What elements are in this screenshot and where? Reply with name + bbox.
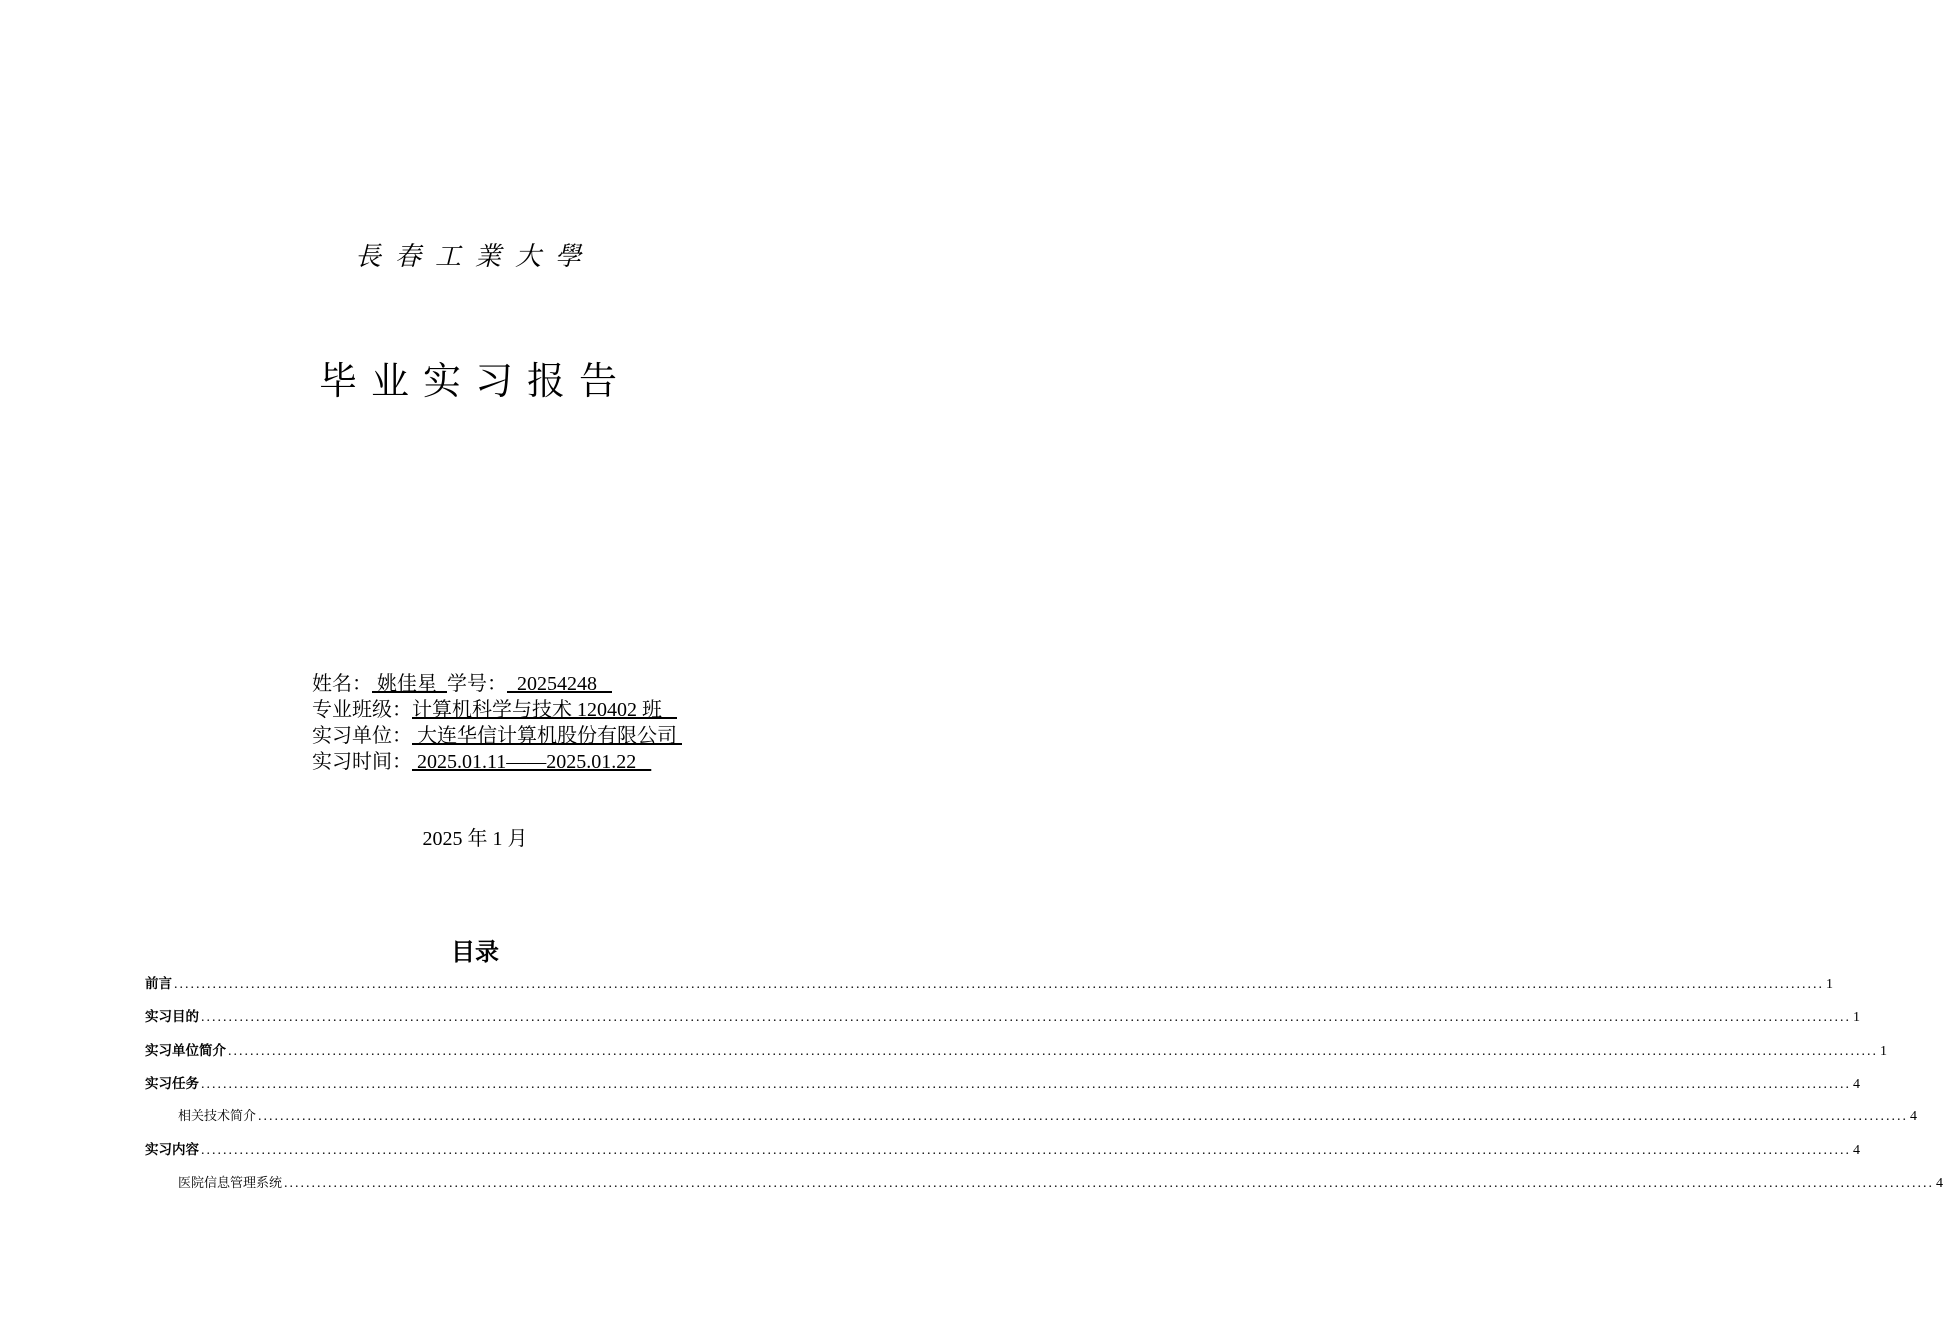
time-value: 2025.01.11——2025.01.22 [412, 751, 652, 773]
toc-entry-page: 1 [1826, 977, 1833, 992]
toc-entry-page: 4 [1910, 1109, 1918, 1125]
time-label: 实习时间： [312, 751, 412, 773]
id-label: 学号： [447, 673, 507, 695]
info-row-name-id [312, 671, 682, 697]
toc-entry-label: 实习目的 [145, 1009, 199, 1026]
info-row-class [312, 697, 682, 723]
toc-entry-label: 实习单位简介 [145, 1042, 226, 1059]
toc-entry-page: 4 [1936, 1175, 1943, 1191]
table-of-contents [145, 972, 1943, 1205]
toc-entry[interactable] [145, 1005, 1860, 1038]
toc-entry-page: 1 [1853, 1010, 1860, 1026]
name-label: 姓名： [312, 673, 372, 695]
id-value: 20254248 [507, 673, 612, 695]
toc-leader-dots: ............................................................................................................................................................................................................................................................................................................ [201, 1076, 1851, 1092]
toc-leader-dots: ............................................................................................................................................................................................................................................................................................................ [174, 977, 1824, 992]
toc-entry[interactable] [145, 972, 1833, 1005]
toc-entry[interactable] [145, 1072, 1860, 1105]
toc-entry[interactable] [145, 1138, 1860, 1171]
toc-entry[interactable] [145, 1172, 1943, 1205]
toc-entry[interactable] [145, 1039, 1887, 1072]
toc-leader-dots: ............................................................................................................................................................................................................................................................................................................ [284, 1175, 1935, 1191]
name-value: 姚佳星 [372, 673, 447, 695]
toc-leader-dots: ............................................................................................................................................................................................................................................................................................................ [201, 1010, 1851, 1026]
toc-entry-label: 相关技术简介 [178, 1109, 257, 1125]
toc-title: 目录 [451, 938, 499, 966]
unit-value: 大连华信计算机股份有限公司 [412, 725, 682, 747]
toc-leader-dots: ............................................................................................................................................................................................................................................................................................................ [228, 1043, 1878, 1059]
toc-entry[interactable] [145, 1105, 1918, 1138]
student-info [312, 671, 682, 775]
toc-entry-label: 实习内容 [145, 1142, 199, 1159]
toc-entry-label: 实习任务 [145, 1075, 199, 1092]
toc-entry-label: 前言 [145, 976, 172, 992]
unit-label: 实习单位： [312, 725, 412, 747]
toc-entry-page: 1 [1880, 1043, 1887, 1059]
toc-leader-dots: ............................................................................................................................................................................................................................................................................................................ [258, 1109, 1909, 1125]
toc-entry-page: 4 [1853, 1076, 1860, 1092]
toc-leader-dots: ............................................................................................................................................................................................................................................................................................................ [201, 1143, 1851, 1159]
info-row-unit [312, 723, 682, 749]
class-label: 专业班级： [312, 699, 412, 721]
toc-entry-label: 医院信息管理系统 [178, 1175, 283, 1191]
class-value: 计算机科学与技术 120402 班 [412, 699, 677, 721]
university-logo: 長春工業大學 [354, 242, 595, 272]
toc-entry-page: 4 [1853, 1143, 1860, 1159]
info-row-time [312, 749, 682, 775]
report-date: 2025 年 1 月 [422, 828, 528, 850]
report-title: 毕业实习报告 [318, 359, 631, 403]
